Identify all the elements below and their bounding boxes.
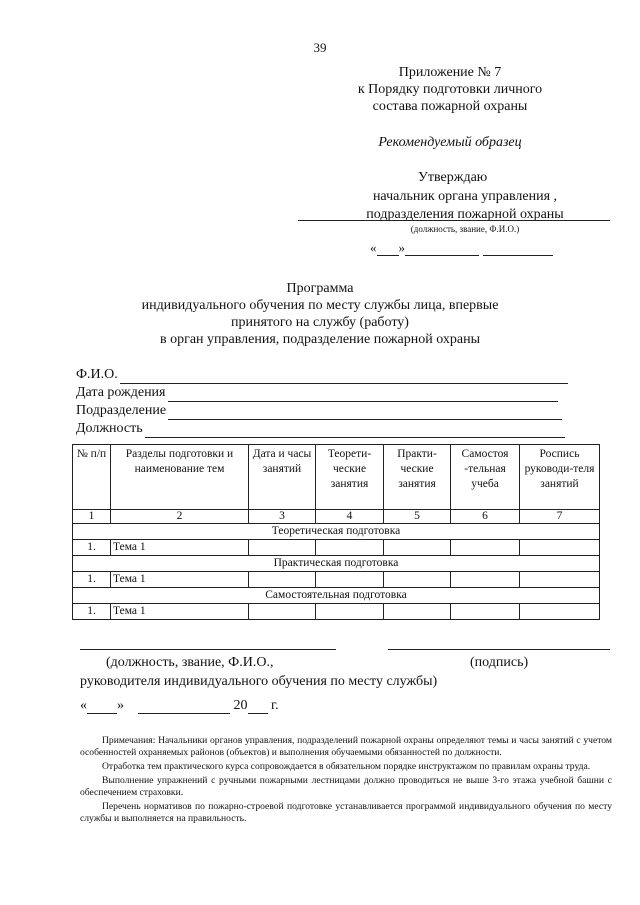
program-line-2: индивидуального обучения по месту службы лица, впервые [141,298,499,313]
table-row [73,540,600,556]
notes-section [80,735,612,827]
col-number: 2 [111,510,249,524]
birth-blank [168,388,558,402]
header-theory: Теорети-ческие занятия [316,445,384,510]
row-topic: Тема 1 [111,604,249,620]
date-day-blank [377,243,399,256]
empty-cell [384,604,451,620]
approve-line-1: начальник органа управления , [372,189,558,204]
row-number: 1. [73,572,111,588]
appendix-line-1: Приложение № 7 [398,65,502,80]
empty-cell [316,540,384,556]
date-year-blank [483,243,553,256]
table-header-row [73,445,600,510]
col-number: 3 [249,510,316,524]
date2-close-quote: » [117,698,124,713]
date2-month-blank [138,701,230,714]
signature-caption-left: (должность, звание, Ф.И.О., [106,655,274,670]
row-topic: Тема 1 [111,572,249,588]
row-topic: Тема 1 [111,540,249,556]
col-number: 7 [520,510,600,524]
appendix-header [320,64,580,115]
empty-cell [316,604,384,620]
empty-cell [249,540,316,556]
signature-caption-second-line: руководителя индивидуального обучения по месту службы) [80,674,438,689]
appendix-line-2: к Порядку подготовки личного [357,82,543,97]
section-row-practice [73,556,600,572]
program-line-3: принятого на службу (работу) [231,315,409,330]
col-number: 6 [451,510,520,524]
note-paragraph: Примечания: Начальники органов управления, подразделений пожарной охраны определяют темы и часы занятий с учетом особенностей охраняемых районов (объектов) и выполнения обучаемыми обязанностей по должности. [80,735,612,758]
header-practice: Практи-ческие занятия [384,445,451,510]
birth-field [76,384,568,402]
fio-field [76,366,568,384]
approve-signature-rule [298,220,610,221]
date-open-quote: « [370,240,377,255]
header-num: № п/п [73,445,111,510]
unit-label: Подразделение [76,403,167,418]
section-row-self-study [73,588,600,604]
date2-open-quote: « [80,698,87,713]
header-sections: Разделы подготовки и наименование тем [111,445,249,510]
approve-line-2: подразделения пожарной охраны [366,207,564,222]
approve-date-line [370,240,553,256]
empty-cell [316,572,384,588]
position-blank [145,424,565,438]
empty-cell [520,572,600,588]
header-date-hours: Дата и часы занятий [249,445,316,510]
header-supervisor-signature: Роспись руководи-теля занятий [520,445,600,510]
signature-rule-left [80,649,336,650]
empty-cell [249,604,316,620]
signature-caption-right: (подпись) [470,655,529,670]
note-paragraph: Отработка тем практического курса сопровождается в обязательном порядке инструктажом по правилам охраны труда. [102,761,591,772]
date2-year-blank [248,701,268,714]
empty-cell [520,604,600,620]
signature-date-line [80,698,279,714]
note-paragraph: Выполнение упражнений с ручными пожарными лестницами должно проводиться не выше 3-го этажа учебной башни с обеспечением страховки. [80,775,612,798]
empty-cell [249,572,316,588]
col-number: 5 [384,510,451,524]
empty-cell [451,604,520,620]
section-title-practice: Практическая подготовка [73,556,600,572]
date2-year-suffix: г. [271,698,279,713]
empty-cell [451,572,520,588]
row-number: 1. [73,540,111,556]
table-row [73,604,600,620]
personal-fields [76,366,568,438]
page-number: 39 [313,40,327,55]
recommended-sample-label: Рекомендуемый образец [378,135,522,150]
note-paragraph: Перечень нормативов по пожарно-строевой подготовке устанавливается программой индивидуального обучения по месту службы и выполняется на правильность. [80,801,612,824]
row-number: 1. [73,604,111,620]
table-row [73,572,600,588]
section-row-theory [73,524,600,540]
date2-day-blank [87,701,117,714]
unit-field [76,402,568,420]
position-label: Должность [76,421,143,436]
section-title-theory: Теоретическая подготовка [73,524,600,540]
program-line-4: в орган управления, подразделение пожарной охраны [159,332,481,347]
col-number: 1 [73,510,111,524]
col-number: 4 [316,510,384,524]
fio-label: Ф.И.О. [76,367,118,382]
program-line-1: Программа [286,281,354,296]
empty-cell [520,540,600,556]
approve-block [320,188,610,224]
approve-title: Утверждаю [418,170,488,185]
training-table [72,444,600,620]
column-number-row [73,510,600,524]
date2-year-prefix: 20 [233,698,248,713]
fio-blank [120,370,568,384]
empty-cell [384,540,451,556]
header-self-study: Самостоя -тельная учеба [451,445,520,510]
unit-blank [168,406,562,420]
birth-label: Дата рождения [76,385,166,400]
date-month-blank [405,243,479,256]
signature-rule-right [388,649,610,650]
appendix-line-3: состава пожарной охраны [372,99,528,114]
section-title-self-study: Самостоятельная подготовка [73,588,600,604]
approve-caption: (должность, звание, Ф.И.О.) [410,224,520,234]
empty-cell [384,572,451,588]
empty-cell [451,540,520,556]
date-close-quote: » [398,240,405,255]
position-field [76,420,568,438]
program-title [0,280,640,348]
